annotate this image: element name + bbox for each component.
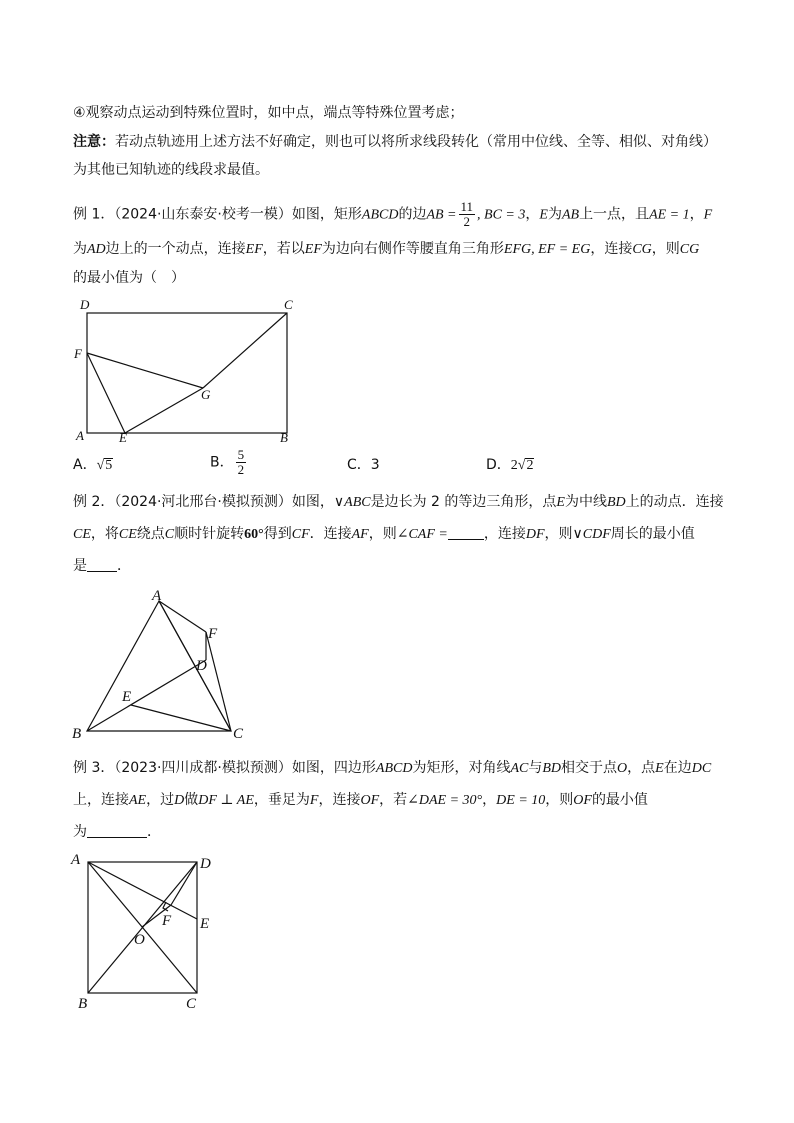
- ex2-label-f: F: [208, 626, 218, 642]
- ex1-segment-fe: [87, 353, 125, 433]
- ex2-triangle-abc: [87, 601, 231, 731]
- ex1-segment-fg: [87, 353, 203, 388]
- ex2-label-c: C: [233, 726, 244, 742]
- ex1-fraction: $\frac{11}{2}$: [460, 199, 474, 229]
- ex3-label-b: B: [78, 996, 88, 1012]
- ex3-segment-df: [171, 862, 197, 905]
- ex2-answer-blank-1[interactable]: [448, 525, 484, 540]
- ex3-label-a: A: [71, 852, 81, 868]
- ex2-segment-af: [159, 601, 206, 632]
- ex2-answer-blank-2[interactable]: [87, 557, 117, 572]
- ex3-label-d: D: [200, 856, 211, 872]
- ex1-label-a: A: [76, 428, 84, 443]
- ex1-choice-b[interactable]: B． $\frac{5}{2}$: [210, 447, 245, 477]
- ex3-label-c: C: [186, 996, 197, 1012]
- ex3-segment-ae: [88, 862, 197, 919]
- ex3-label-e: E: [200, 916, 210, 932]
- ex1-label-f: F: [74, 346, 82, 361]
- ex3-answer-blank[interactable]: [87, 823, 147, 838]
- ex1-segment-gc: [203, 313, 287, 388]
- ex2-segment-ec: [131, 705, 231, 731]
- ex2-segment-fc: [206, 632, 231, 731]
- ex2-line-1: 例 2．（2024·河北邢台·模拟预测）如图，∨ABC是边长为 2 的等边三角形，点E为中线BD上的动点．连接: [73, 494, 724, 510]
- ex1-label-e: E: [119, 430, 127, 445]
- ex1-label-b: B: [280, 430, 288, 445]
- ex2-label-d: D: [196, 658, 207, 674]
- ex2-label-b: B: [72, 726, 82, 742]
- ex1-label-c: C: [284, 297, 293, 312]
- ex1-segment-eg: [125, 388, 203, 433]
- ex1-line-1: 例 1．（2024·山东泰安·校考一模）如图，矩形ABCD的边AB = $\frac{11}{2}$ , BC = 3，E为AB上一点，且AE = 1，F: [73, 199, 713, 229]
- ex1-label-d: D: [80, 297, 90, 312]
- ex1-choice-d[interactable]: D．2√2: [486, 457, 534, 473]
- ex2-line-2: CE，将CE绕点C顺时针旋转60°得到CF．连接AF，则∠CAF = ，连接DF，则∨CDF周长的最小值: [73, 526, 695, 542]
- intro-note: 注意：若动点轨迹用上述方法不好确定，则也可以将所求线段转化（常用中位线、全等、相似、对角线）: [73, 134, 717, 150]
- ex1-figure: [70, 295, 310, 445]
- ex3-line-1: 例 3．（2023·四川成都·模拟预测）如图，四边形ABCD为矩形，对角线AC与BD相交于点O，点E在边DC: [73, 760, 712, 776]
- ex3-line-3: 为 ．: [73, 824, 161, 840]
- ex3-line-2: 上，连接AE，过D做DF ⊥ AE，垂足为F，连接OF，若∠DAE = 30°，DE = 10，则OF的最小值: [73, 792, 648, 808]
- intro-note-2: 为其他已知轨迹的线段求最值。: [73, 162, 269, 178]
- ex1-line-3: 的最小值为（ ）: [73, 270, 185, 286]
- ex2-label-e: E: [122, 689, 132, 705]
- ex1-choice-c[interactable]: C．3: [347, 457, 380, 473]
- ex1-line-2: 为AD边上的一个动点，连接EF，若以EF为边向右侧作等腰直角三角形EFG, EF = EG，连接CG，则CG: [73, 241, 700, 257]
- ex3-figure: [66, 848, 226, 1013]
- ex3-label-f: F: [162, 913, 172, 929]
- ex1-label-g: G: [201, 387, 211, 402]
- ex2-label-a: A: [152, 588, 162, 604]
- ex3-label-o: O: [134, 932, 145, 948]
- ex2-segment-ac: [159, 601, 231, 731]
- ex1-choice-a[interactable]: A．√5: [73, 457, 113, 473]
- ex2-figure: [68, 588, 258, 748]
- intro-line-1: ④观察动点运动到特殊位置时，如中点，端点等特殊位置考虑；: [73, 105, 464, 121]
- ex2-line-3: 是 ．: [73, 558, 131, 574]
